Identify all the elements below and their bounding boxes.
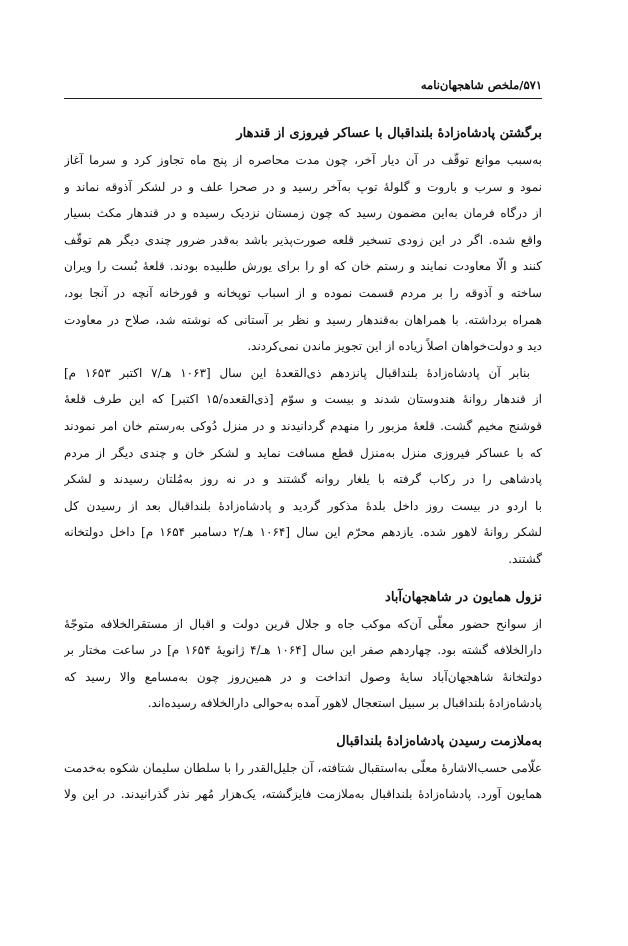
section-prince-audience — [64, 729, 542, 808]
text-line: به‌سبب موانع توقّف در آن دیار آخر، چون مدت محاصره از پنج ماه تجاوز کرد و سرما آغاز — [64, 153, 542, 167]
section-return-from-qandahar — [64, 121, 542, 573]
paragraph — [64, 755, 542, 808]
paragraph — [64, 360, 542, 573]
text-line: لشکر روانۀ لاهور شده. یازدهم محرّم این سال [۱۰۶۴ هـ/۲ دسامبر ۱۶۵۴ م] داخل دولتخانه — [64, 525, 542, 540]
section-title: به‌ملازمت رسیدن پادشاه‌زادۀ بلنداقبال — [336, 733, 542, 749]
section-arrival-shahjahanabad — [64, 585, 542, 717]
section-title: نزول همایون در شاهجهان‌آباد — [385, 589, 542, 605]
text-line: دارالخلافه گشته بود. چهاردهم صفر این سال [۱۰۶۴ هـ/۴ ژانویۀ ۱۶۵۴ م] در ساعت مختار بر — [64, 643, 542, 658]
text-line: همایون آورد. پادشاه‌زادۀ بلنداقبال به‌ملازمت فایزگشته، یک‌هزار مُهر نذر گذرانیدند. در این ولا — [64, 787, 542, 802]
paragraph — [64, 611, 542, 717]
text-line: همراه برداشته. با همراهان به‌قندهار رسید و نظر بر آستانی که نوشته شد، صلاح در معاودت — [64, 312, 542, 327]
text-line: که با عساکر فیروزی منزل به‌منزل قطع مسافت نماید و لشکر خان و چندی دیگر از مردم — [64, 445, 542, 460]
header-rule — [64, 98, 542, 99]
text-line: نمود و سرب و باروت و گلولۀ توپ به‌آخر رسید و در صحرا علف و در لشکر آذوقه نماند و — [64, 179, 542, 194]
running-header: ۵۷۱/ملخص شاهجهان‌نامه — [420, 78, 542, 92]
text-line: دید و دولت‌خواهان اصلاً زیاده از این تجویز ماندن نمی‌کردند. — [247, 339, 542, 354]
text-line: از قندهار روانۀ هندوستان شدند و بیست و سوّم [ذی‌القعده/۱۵ اکتبر] که این طرف قلعۀ — [64, 392, 542, 407]
text-line: واقع شده. اگر در این زودی تسخیر قلعه صورت‌پذیر باشد به‌قدر ضرور چندی دیگر هم توقّف — [64, 232, 542, 247]
text-line: علّامی حسب‌الاشارۀ معلّی به‌استقبال شتافته، آن جلیل‌القدر را با سلطان سلیمان شکوه به‌خدمت — [64, 760, 542, 775]
text-line: با اردو در بیست روز داخل بلدۀ مذکور گردید و پادشاه‌زادۀ بلنداقبال بعد از رسیدن کل — [64, 498, 542, 513]
text-line: قوشنج مخیم گشت. قلعۀ مزبور را منهدم گردانیدند و در منزل دُوکی به‌رستم خان امر نمودند — [64, 418, 542, 433]
text-line: کنند و الّا معاودت نمایند و رستم خان که او را برای یورش طلبیده بودند. قلعۀ بُست را ویران — [64, 259, 542, 274]
text-line: پادشاهی را در رکاب گرفته با یلغار روانه گشتند و در نه روز به‌مُلتان رسیدند و لشکر — [64, 472, 542, 487]
text-line: ساخته و آذوقه را بر مردم قسمت نموده و از اسباب توپخانه و قورخانه آنچه در آنجا بود، — [64, 285, 542, 300]
section-title: برگشتن پادشاه‌زادۀ بلنداقبال با عساکر فیروزی از قندهار — [236, 126, 542, 141]
paragraph — [64, 147, 542, 360]
text-line: دولتخانۀ شاهجهان‌آباد سایۀ وصول انداخت و در همین‌روز چون به‌مسامع والا رسید که — [64, 669, 542, 684]
text-line: پادشاه‌زادۀ بلنداقبال بر سبیل استعجال لاهور آمده به‌حوالی دارالخلافه رسیده‌اند. — [147, 696, 542, 711]
text-line: از درگاه فرمان به‌این مضمون رسید که چون زمستان نزدیک رسیده و در قندهار مکث بسیار — [64, 206, 542, 221]
text-line: گشتند. — [508, 551, 542, 566]
text-line: از سوانح حضور معلّی آن‌که موکب جاه و جلال قرین دولت و اقبال از مستقرالخلافه متوجّۀ — [64, 616, 542, 631]
text-line: بنابر آن پادشاه‌زادۀ بلنداقبال پانزدهم ذی‌القعدۀ این سال [۱۰۶۳ هـ/۷ اکتبر ۱۶۵۳ م] — [64, 365, 530, 380]
book-page — [64, 76, 542, 808]
